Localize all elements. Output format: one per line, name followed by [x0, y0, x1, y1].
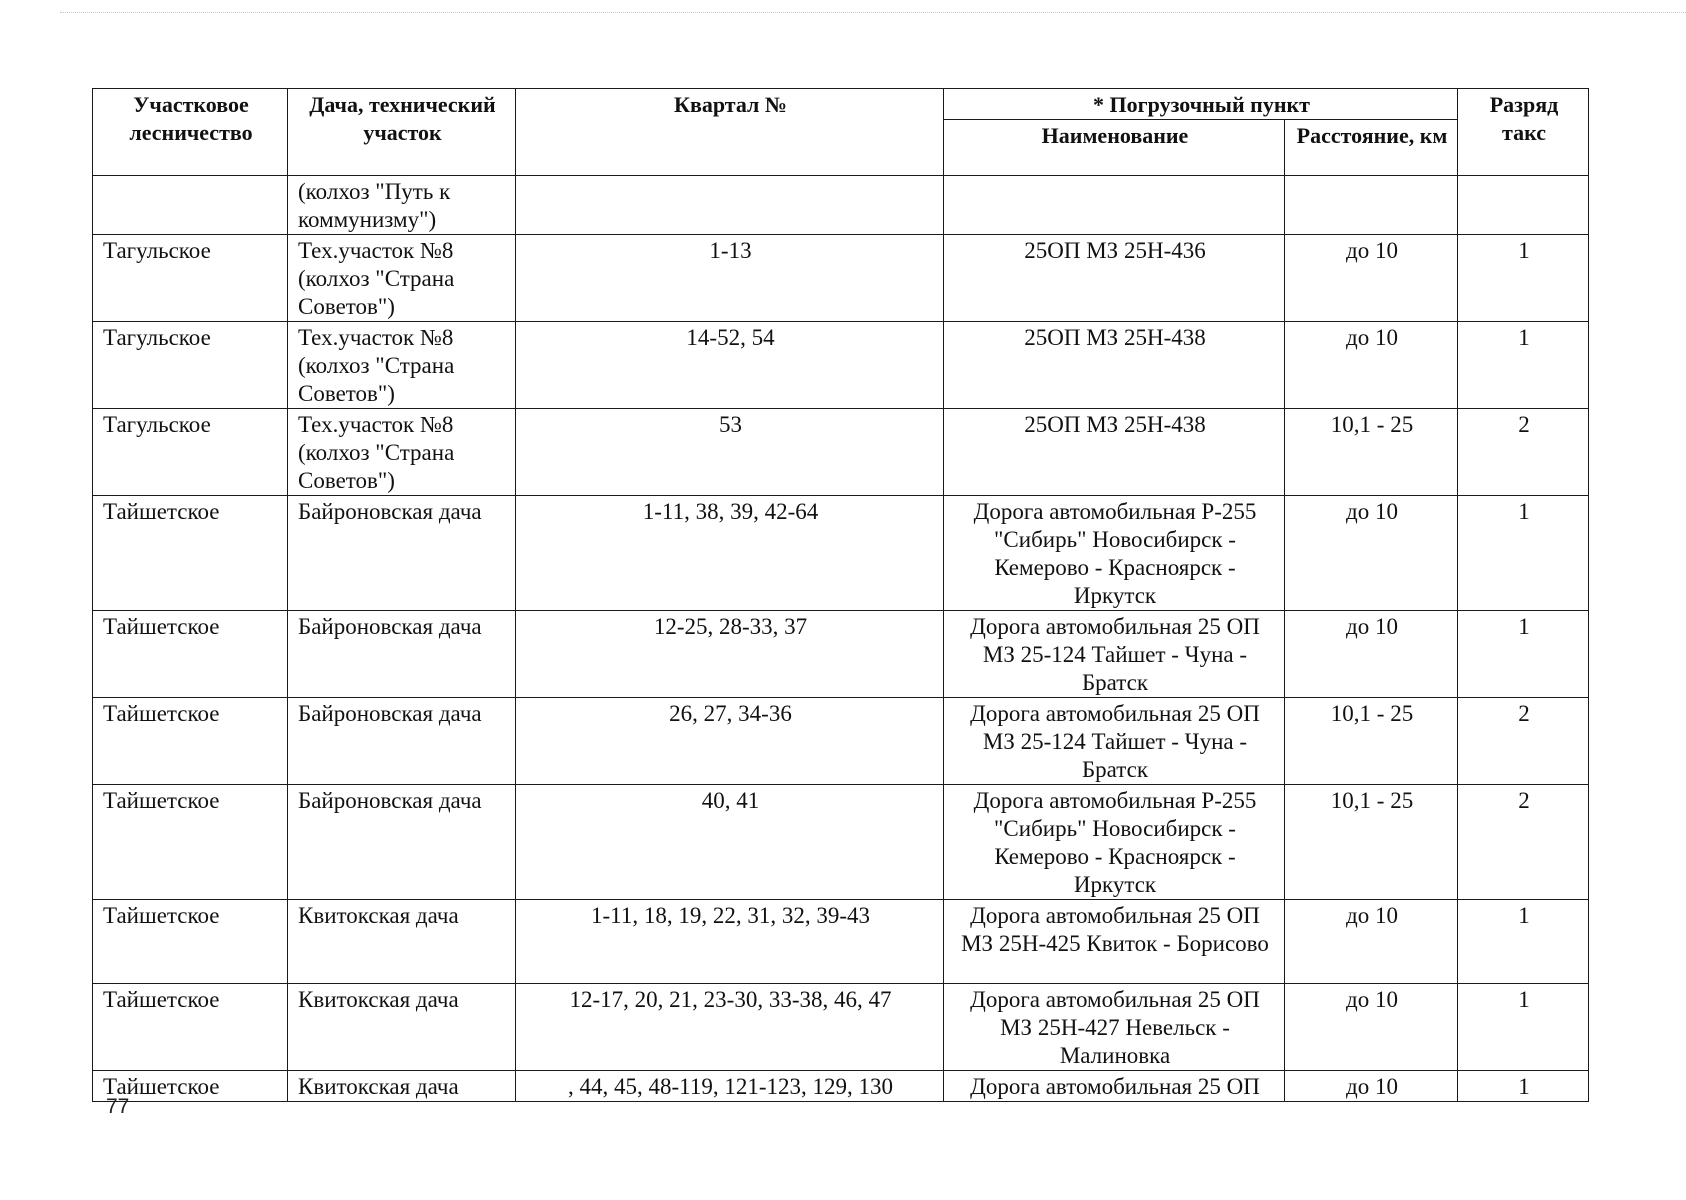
page-edge-line — [60, 12, 1686, 13]
cell-loading-name — [944, 176, 1285, 235]
cell-distance: 10,1 - 25 — [1285, 409, 1458, 496]
cell-distance: до 10 — [1285, 496, 1458, 611]
cell-loading-name: 25ОП МЗ 25Н-438 — [944, 322, 1285, 409]
cell-distance: до 10 — [1285, 1071, 1458, 1102]
cell-forestry: Тайшетское — [93, 900, 288, 984]
cell-forestry: Тагульское — [93, 409, 288, 496]
cell-tax-class: 2 — [1458, 698, 1589, 785]
cell-kvartal: 26, 27, 34-36 — [516, 698, 944, 785]
cell-forestry: Тагульское — [93, 235, 288, 322]
header-tax-class: Разряд такс — [1458, 89, 1589, 176]
cell-forestry: Тагульское — [93, 322, 288, 409]
cell-forestry: Тайшетское — [93, 984, 288, 1071]
cell-tax-class: 2 — [1458, 409, 1589, 496]
header-loading-name: Наименование — [944, 120, 1285, 176]
table-body — [93, 176, 1589, 1102]
cell-tax-class: 1 — [1458, 235, 1589, 322]
cell-kvartal: 1-11, 18, 19, 22, 31, 32, 39-43 — [516, 900, 944, 984]
cell-kvartal: 12-17, 20, 21, 23-30, 33-38, 46, 47 — [516, 984, 944, 1071]
cell-dacha: Тех.участок №8 (колхоз "Страна Советов") — [288, 322, 516, 409]
cell-dacha: (колхоз "Путь к коммунизму") — [288, 176, 516, 235]
cell-distance: до 10 — [1285, 322, 1458, 409]
cell-distance: 10,1 - 25 — [1285, 785, 1458, 900]
cell-dacha: Байроновская дача — [288, 611, 516, 698]
cell-tax-class: 1 — [1458, 496, 1589, 611]
cell-tax-class: 1 — [1458, 322, 1589, 409]
cell-dacha: Тех.участок №8 (колхоз "Страна Советов") — [288, 409, 516, 496]
cell-kvartal — [516, 176, 944, 235]
cell-loading-name: Дорога автомобильная Р-255 "Сибирь" Новосибирск - Кемерово - Красноярск - Иркутск — [944, 785, 1285, 900]
cell-dacha: Тех.участок №8 (колхоз "Страна Советов") — [288, 235, 516, 322]
table-row — [93, 496, 1589, 611]
cell-kvartal: , 44, 45, 48-119, 121-123, 129, 130 — [516, 1071, 944, 1102]
cell-loading-name: Дорога автомобильная 25 ОП МЗ 25Н-427 Невельск - Малиновка — [944, 984, 1285, 1071]
cell-distance: до 10 — [1285, 900, 1458, 984]
cell-dacha: Байроновская дача — [288, 698, 516, 785]
table-row — [93, 698, 1589, 785]
table-row — [93, 235, 1589, 322]
header-loading-point: * Погрузочный пункт — [944, 89, 1458, 120]
cell-kvartal: 40, 41 — [516, 785, 944, 900]
cell-forestry: Тайшетское — [93, 698, 288, 785]
table-row — [93, 785, 1589, 900]
cell-dacha: Байроновская дача — [288, 785, 516, 900]
cell-tax-class: 2 — [1458, 785, 1589, 900]
cell-dacha: Квитокская дача — [288, 900, 516, 984]
cell-kvartal: 53 — [516, 409, 944, 496]
cell-forestry: Тайшетское — [93, 611, 288, 698]
cell-loading-name: Дорога автомобильная 25 ОП — [944, 1071, 1285, 1102]
cell-distance: до 10 — [1285, 611, 1458, 698]
cell-tax-class — [1458, 176, 1589, 235]
cell-loading-name: 25ОП МЗ 25Н-438 — [944, 409, 1285, 496]
cell-distance: до 10 — [1285, 235, 1458, 322]
page-number: 77 — [106, 1095, 130, 1118]
cell-dacha: Квитокская дача — [288, 1071, 516, 1102]
table-row — [93, 176, 1589, 235]
table-row — [93, 900, 1589, 984]
cell-kvartal: 14-52, 54 — [516, 322, 944, 409]
cell-loading-name: Дорога автомобильная 25 ОП МЗ 25-124 Тайшет - Чуна - Братск — [944, 698, 1285, 785]
cell-kvartal: 1-11, 38, 39, 42-64 — [516, 496, 944, 611]
table-row — [93, 984, 1589, 1071]
cell-kvartal: 1-13 — [516, 235, 944, 322]
table-row — [93, 409, 1589, 496]
header-loading-distance: Расстояние, км — [1285, 120, 1458, 176]
table-row — [93, 611, 1589, 698]
cell-tax-class: 1 — [1458, 1071, 1589, 1102]
cell-tax-class: 1 — [1458, 984, 1589, 1071]
cell-distance: 10,1 - 25 — [1285, 698, 1458, 785]
table-row — [93, 322, 1589, 409]
header-kvartal: Квартал № — [516, 89, 944, 176]
cell-forestry: Тайшетское — [93, 496, 288, 611]
cell-forestry — [93, 176, 288, 235]
header-dacha: Дача, технический участок — [288, 89, 516, 176]
loading-points-table — [92, 88, 1589, 1102]
cell-dacha: Квитокская дача — [288, 984, 516, 1071]
cell-distance: до 10 — [1285, 984, 1458, 1071]
table-row — [93, 1071, 1589, 1102]
cell-dacha: Байроновская дача — [288, 496, 516, 611]
cell-tax-class: 1 — [1458, 900, 1589, 984]
cell-distance — [1285, 176, 1458, 235]
cell-forestry: Тайшетское — [93, 1071, 288, 1102]
cell-kvartal: 12-25, 28-33, 37 — [516, 611, 944, 698]
cell-loading-name: 25ОП МЗ 25Н-436 — [944, 235, 1285, 322]
cell-loading-name: Дорога автомобильная 25 ОП МЗ 25Н-425 Квиток - Борисово — [944, 900, 1285, 984]
cell-tax-class: 1 — [1458, 611, 1589, 698]
cell-loading-name: Дорога автомобильная Р-255 "Сибирь" Новосибирск - Кемерово - Красноярск - Иркутск — [944, 496, 1285, 611]
cell-forestry: Тайшетское — [93, 785, 288, 900]
cell-loading-name: Дорога автомобильная 25 ОП МЗ 25-124 Тайшет - Чуна - Братск — [944, 611, 1285, 698]
header-forestry: Участковое лесничество — [93, 89, 288, 176]
